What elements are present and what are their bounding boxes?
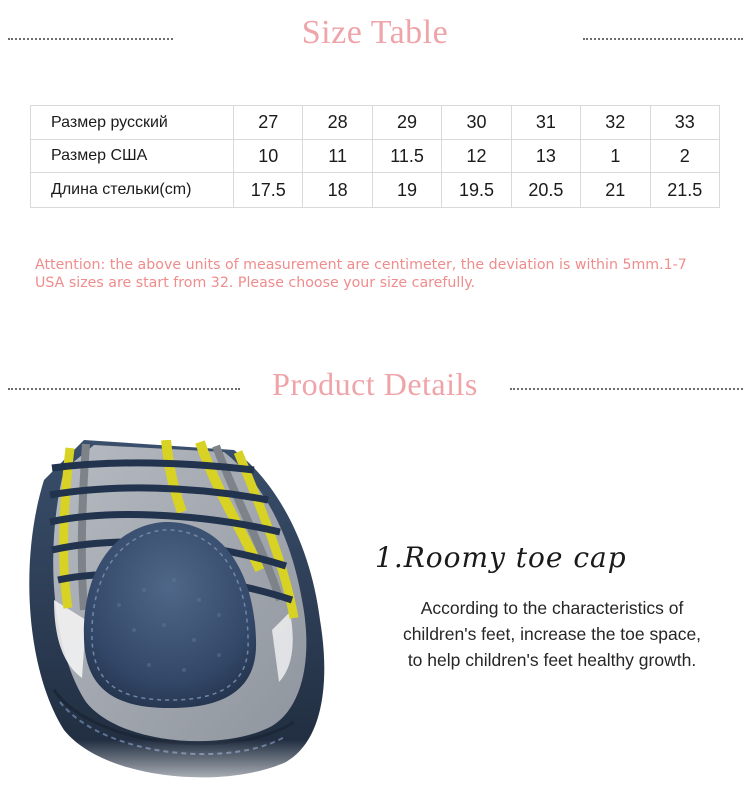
table-row-us-size: [31, 140, 720, 173]
attention-note: [35, 256, 725, 292]
table-cell: 17.5: [234, 173, 303, 208]
size-table-header: [0, 12, 750, 62]
attention-line-1: Attention: the above units of measurement are centimeter, the deviation is within 5mm.1-7: [35, 257, 687, 273]
table-cell: 13: [511, 140, 580, 173]
feature-line-2: children's feet, increase the toe space,: [402, 624, 702, 644]
table-cell: 21: [581, 173, 650, 208]
table-cell: 2: [650, 140, 719, 173]
table-cell: 10: [234, 140, 303, 173]
table-cell: 19.5: [442, 173, 511, 208]
feature-line-1: According to the characteristics of: [420, 598, 684, 618]
table-cell: 20.5: [511, 173, 580, 208]
table-cell: 21.5: [650, 173, 719, 208]
table-cell: 28: [303, 106, 372, 140]
row-label: Размер русский: [31, 106, 234, 140]
table-cell: 29: [372, 106, 441, 140]
right-dotted-divider: [583, 38, 743, 40]
table-cell: 11.5: [372, 140, 441, 173]
table-cell: 27: [234, 106, 303, 140]
table-cell: 32: [581, 106, 650, 140]
size-table-title: Size Table: [301, 14, 449, 51]
row-label: Размер США: [31, 140, 234, 173]
table-cell: 30: [442, 106, 511, 140]
table-cell: 19: [372, 173, 441, 208]
table-row-insole-length: [31, 173, 720, 208]
table-cell: 1: [581, 140, 650, 173]
attention-line-2: USA sizes are start from 32. Please choose your size carefully.: [35, 275, 476, 291]
table-cell: 31: [511, 106, 580, 140]
table-cell: 11: [303, 140, 372, 173]
feature-description: [372, 595, 732, 673]
feature-title: 1.Roomy toe cap: [375, 541, 627, 574]
table-cell: 12: [442, 140, 511, 173]
size-table: [30, 105, 720, 208]
feature-line-3: to help children's feet healthy growth.: [407, 650, 697, 670]
shoe-toe-cap-photo: [24, 440, 334, 801]
table-row-russian-size: [31, 106, 720, 140]
right-dotted-divider: [510, 388, 743, 390]
product-details-header: [0, 366, 750, 416]
row-label: Длина стельки(cm): [31, 173, 234, 208]
product-details-title: Product Details: [272, 366, 478, 402]
table-cell: 18: [303, 173, 372, 208]
table-cell: 33: [650, 106, 719, 140]
